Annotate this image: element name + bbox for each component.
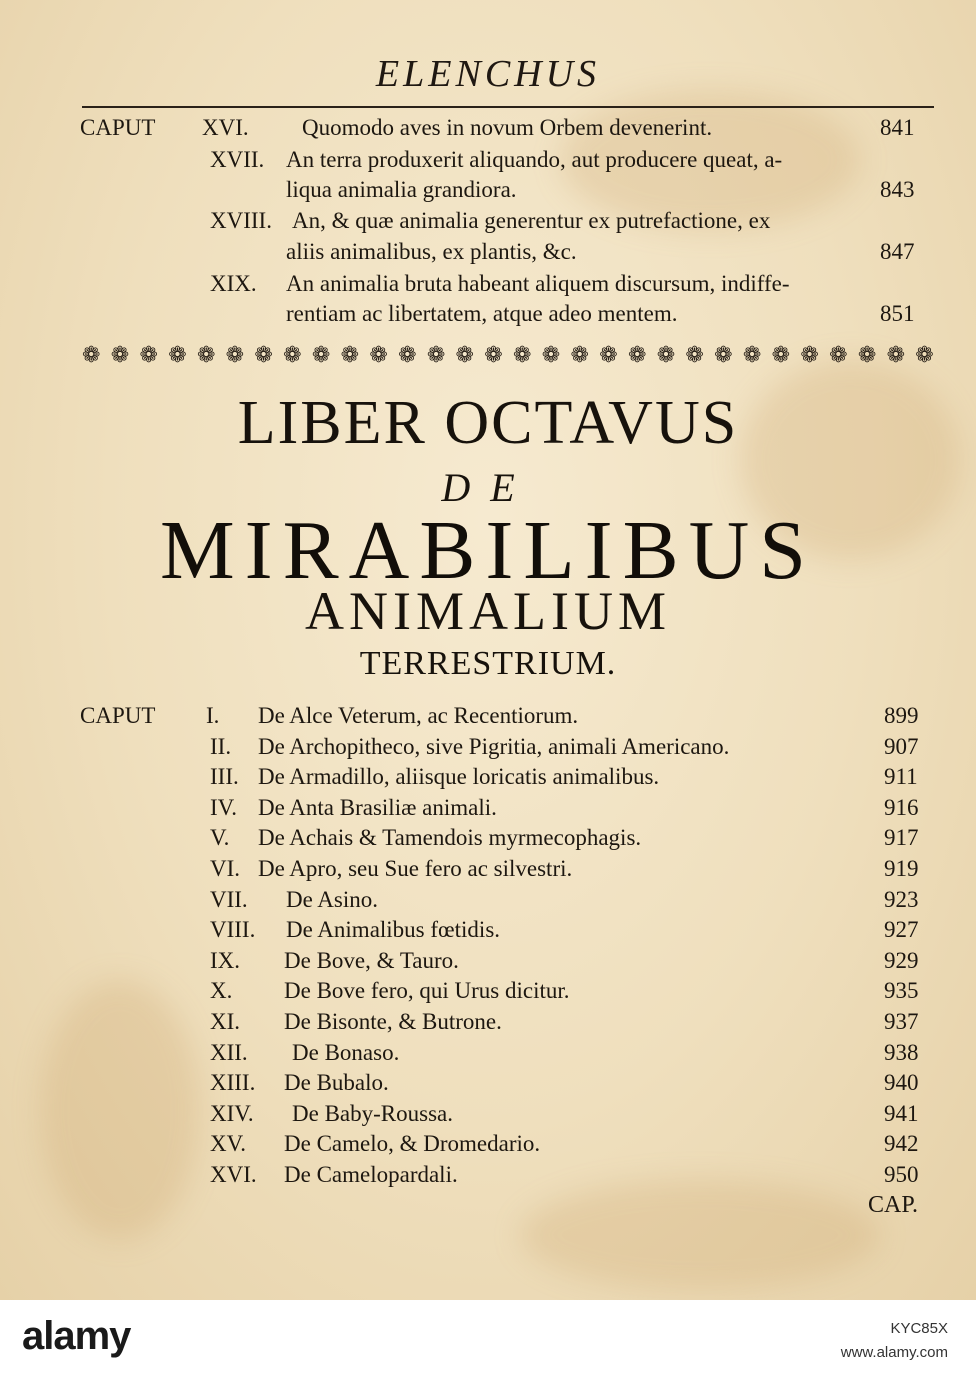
ornament-flower-icon: ❁ bbox=[139, 342, 158, 367]
chapter-title: De Apro, seu Sue fero ac silvestri. bbox=[258, 856, 573, 881]
chapter-numeral: IV. bbox=[210, 795, 238, 820]
chapter-title: De Bove fero, qui Urus dicitur. bbox=[284, 978, 570, 1003]
chapter-numeral: V. bbox=[210, 825, 230, 850]
chapter-title: De Bisonte, & Butrone. bbox=[284, 1009, 502, 1034]
chapter-title: Quomodo aves in novum Orbem devenerint. bbox=[302, 115, 713, 140]
ornament-flower-icon: ❁ bbox=[196, 342, 216, 367]
chapter-title: De Archopitheco, sive Pigritia, animali Americano. bbox=[258, 734, 730, 759]
ornament-flower-icon: ❁ bbox=[369, 342, 388, 367]
ornament-flower-icon: ❁ bbox=[513, 342, 532, 367]
book-title-mirabilibus: MIRABILIBUS bbox=[159, 504, 817, 597]
chapter-title: De Armadillo, aliisque loricatis animalibus. bbox=[258, 764, 660, 789]
chapter-numeral: XVIII. bbox=[210, 208, 272, 233]
ornament-flower-icon: ❁ bbox=[771, 342, 791, 367]
chapter-title: rentiam ac libertatem, atque adeo mentem. bbox=[286, 301, 678, 326]
chapter-numeral: VII. bbox=[210, 887, 248, 912]
chapter-numeral: XVII. bbox=[210, 147, 265, 172]
chapter-page-number: 847 bbox=[880, 239, 915, 264]
chapter-page-number: 916 bbox=[884, 795, 919, 820]
chapter-page-number: 937 bbox=[884, 1009, 919, 1034]
book-title-animalium: ANIMALIUM bbox=[305, 581, 671, 641]
chapter-numeral: VI. bbox=[210, 856, 241, 881]
ornament-flower-icon: ❁ bbox=[829, 342, 848, 367]
chapter-page-number: 841 bbox=[880, 115, 915, 140]
ornament-flower-icon: ❁ bbox=[426, 342, 446, 367]
chapter-page-number: 942 bbox=[884, 1131, 919, 1156]
ornament-flower-icon: ❁ bbox=[599, 342, 618, 367]
chapter-title: De Baby-Roussa. bbox=[292, 1101, 453, 1126]
ornament-band bbox=[82, 342, 934, 368]
chapter-title: An, & quæ animalia generentur ex putrefactione, ex bbox=[292, 208, 771, 233]
chapter-caput-label: CAPUT bbox=[80, 703, 156, 728]
catchword: CAP. bbox=[868, 1192, 919, 1218]
ornament-flower-icon: ❁ bbox=[656, 342, 676, 367]
ornament-flower-icon: ❁ bbox=[627, 342, 647, 367]
chapter-title: An terra produxerit aliquando, aut producere queat, a- bbox=[286, 147, 783, 172]
chapter-page-number: 919 bbox=[884, 856, 919, 881]
ornament-flower-icon: ❁ bbox=[311, 342, 331, 367]
ornament-flower-icon: ❁ bbox=[254, 342, 273, 367]
chapter-numeral: XIV. bbox=[210, 1101, 254, 1126]
footer-url: www.alamy.com bbox=[840, 1344, 948, 1361]
chapter-page-number: 927 bbox=[884, 917, 919, 942]
chapter-page-number: 851 bbox=[880, 301, 915, 326]
head-rule bbox=[82, 106, 934, 108]
chapter-numeral: III. bbox=[210, 764, 239, 789]
ornament-flower-icon: ❁ bbox=[742, 342, 762, 367]
chapter-title: De Camelopardali. bbox=[284, 1162, 458, 1187]
chapter-title: De Camelo, & Dromedario. bbox=[284, 1131, 541, 1156]
ornament-flower-icon: ❁ bbox=[340, 342, 360, 367]
chapter-page-number: 911 bbox=[884, 764, 918, 789]
ornament-flower-icon: ❁ bbox=[225, 342, 245, 367]
chapter-numeral: X. bbox=[210, 978, 233, 1003]
ornament-flower-icon: ❁ bbox=[541, 342, 561, 367]
footer-logo: alamy bbox=[22, 1314, 131, 1358]
chapter-title: De Anta Brasiliæ animali. bbox=[258, 795, 497, 820]
chapter-page-number: 843 bbox=[880, 177, 915, 202]
paper-stain bbox=[40, 980, 200, 1240]
running-head: ELENCHUS bbox=[375, 53, 601, 95]
ornament-flower-icon: ❁ bbox=[915, 342, 934, 367]
ornament-flower-icon: ❁ bbox=[110, 342, 130, 367]
footer-image-id: KYC85X bbox=[890, 1320, 948, 1337]
book-title-de: DE bbox=[441, 465, 535, 510]
ornament-flower-icon: ❁ bbox=[283, 342, 302, 367]
chapter-page-number: 935 bbox=[884, 978, 919, 1003]
chapter-title: De Animalibus fœtidis. bbox=[286, 917, 501, 942]
ornament-flower-icon: ❁ bbox=[857, 342, 877, 367]
chapter-title: De Achais & Tamendois myrmecophagis. bbox=[258, 825, 642, 850]
chapter-title: De Bonaso. bbox=[292, 1040, 400, 1065]
chapter-title: An animalia bruta habeant aliquem discursum, indiffe- bbox=[286, 271, 790, 296]
ornament-flower-icon: ❁ bbox=[398, 342, 417, 367]
chapter-numeral: I. bbox=[206, 703, 220, 728]
chapter-numeral: VIII. bbox=[210, 917, 256, 942]
chapter-numeral: XI. bbox=[210, 1009, 241, 1034]
chapter-title: De Alce Veterum, ac Recentiorum. bbox=[258, 703, 579, 728]
chapter-title: De Asino. bbox=[286, 887, 378, 912]
chapter-page-number: 917 bbox=[884, 825, 919, 850]
stock-footer bbox=[0, 1300, 976, 1390]
ornament-flower-icon: ❁ bbox=[886, 342, 905, 367]
ornament-flower-icon: ❁ bbox=[570, 342, 589, 367]
chapter-numeral: XVI. bbox=[202, 115, 249, 140]
chapter-numeral: II. bbox=[210, 734, 232, 759]
chapter-page-number: 923 bbox=[884, 887, 919, 912]
chapter-page-number: 907 bbox=[884, 734, 919, 759]
chapter-page-number: 950 bbox=[884, 1162, 919, 1187]
chapter-numeral: XV. bbox=[210, 1131, 247, 1156]
chapter-title: De Bove, & Tauro. bbox=[284, 948, 459, 973]
chapter-numeral: IX. bbox=[210, 948, 241, 973]
chapter-page-number: 941 bbox=[884, 1101, 919, 1126]
chapter-numeral: XVI. bbox=[210, 1162, 257, 1187]
chapter-page-number: 899 bbox=[884, 703, 919, 728]
ornament-flower-icon: ❁ bbox=[82, 342, 101, 367]
chapter-page-number: 938 bbox=[884, 1040, 919, 1065]
ornament-flower-icon: ❁ bbox=[484, 342, 503, 367]
chapter-numeral: XIII. bbox=[210, 1070, 256, 1095]
book-title-liber-octavus: LIBER OCTAVUS bbox=[237, 389, 739, 457]
ornament-flower-icon: ❁ bbox=[800, 342, 819, 367]
paper-stain bbox=[520, 1180, 880, 1290]
chapter-numeral: XII. bbox=[210, 1040, 248, 1065]
chapter-title: De Bubalo. bbox=[284, 1070, 389, 1095]
chapter-page-number: 929 bbox=[884, 948, 919, 973]
chapter-caput-label: CAPUT bbox=[80, 115, 156, 140]
ornament-flower-icon: ❁ bbox=[685, 342, 704, 367]
chapter-title: liqua animalia grandiora. bbox=[286, 177, 517, 202]
chapter-title: aliis animalibus, ex plantis, &c. bbox=[286, 239, 577, 264]
ornament-flower-icon: ❁ bbox=[455, 342, 474, 367]
chapter-numeral: XIX. bbox=[210, 271, 257, 296]
book-title-terrestrium: TERRESTRIUM. bbox=[359, 645, 617, 682]
chapter-page-number: 940 bbox=[884, 1070, 919, 1095]
ornament-flower-icon: ❁ bbox=[714, 342, 733, 367]
ornament-flower-icon: ❁ bbox=[168, 342, 187, 367]
